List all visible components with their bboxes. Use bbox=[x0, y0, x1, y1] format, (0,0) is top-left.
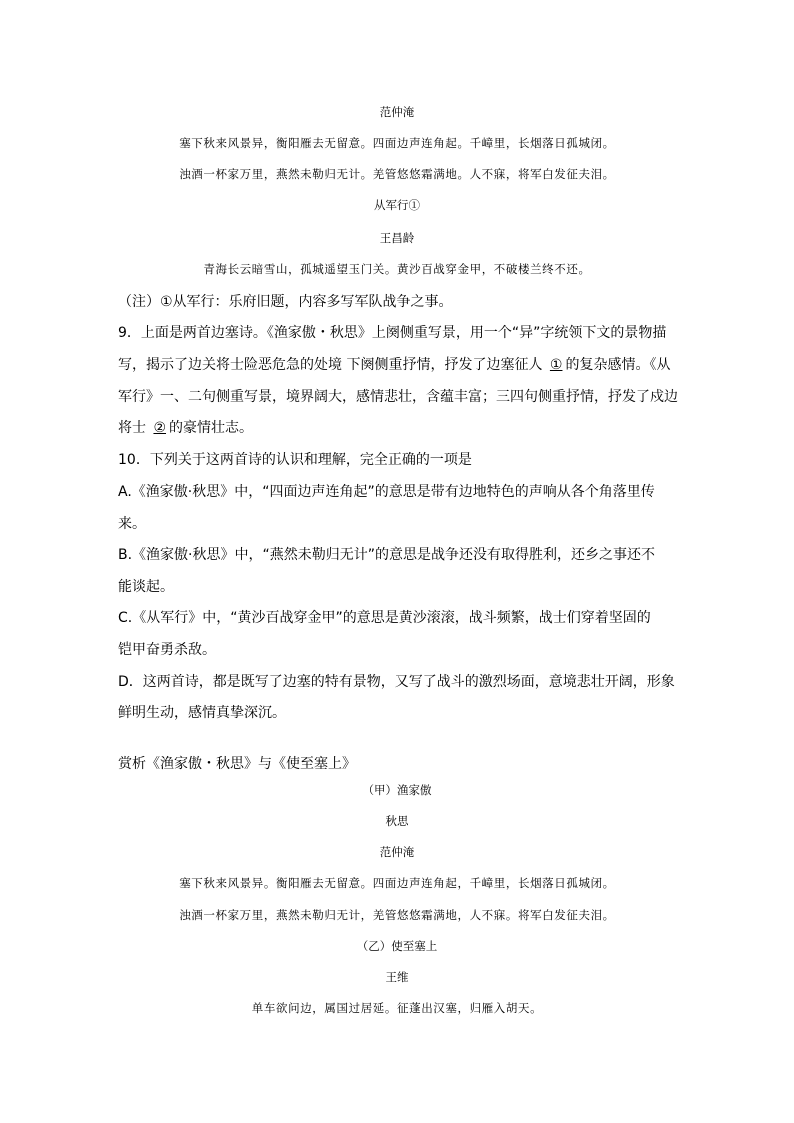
yi-author: 王维 bbox=[385, 970, 409, 984]
q10-option-b-line-1: B.《渔家傲·秋思》中，“燕然未勒归无计”的意思是战争还没有取得胜利，还乡之事还不 bbox=[118, 547, 656, 563]
q9-line-4-text-b: 的豪情壮志。 bbox=[169, 420, 254, 436]
q9-blank-2: ② bbox=[153, 420, 167, 436]
jia-line-2: 浊酒一杯家万里，燕然未勒归无计，羌管悠悠霜满地，人不寐。将军白发征夫泪。 bbox=[179, 908, 615, 922]
q9-line-1: 9．上面是两首边塞诗。《渔家傲・秋思》上阕侧重写景，用一个“异”字统领下文的景物描 bbox=[118, 325, 667, 341]
q9-blank-1: ① bbox=[549, 357, 563, 373]
q10-option-a-line-2: 来。 bbox=[118, 516, 146, 532]
poem2-title: 从军行① bbox=[374, 198, 420, 212]
yi-line-1: 单车欲问边，属国过居延。征蓬出汉塞，归雁入胡天。 bbox=[251, 1001, 543, 1015]
yi-title: （乙）使至塞上 bbox=[356, 939, 438, 953]
q9-line-4-text-a: 将士 bbox=[118, 420, 146, 436]
jia-title: （甲）渔家傲 bbox=[362, 783, 432, 797]
q9-line-2-text-a: 写，揭示了边关将士险恶危急的处境 下阕侧重抒情，抒发了边塞征人 bbox=[118, 357, 543, 373]
poem1-line-1: 塞下秋来风景异，衡阳雁去无留意。四面边声连角起。千嶂里，长烟落日孤城闭。 bbox=[179, 136, 615, 150]
q9-line-3: 军行》一、二句侧重写景，境界阔大，感情悲壮，含蕴丰富；三四句侧重抒情，抒发了戍边 bbox=[118, 389, 678, 405]
jia-line-1: 塞下秋来风景异。衡阳雁去无留意。四面边声连角起，千嶂里，长烟落日孤城闭。 bbox=[179, 876, 615, 890]
poem2-line-1: 青海长云暗雪山，孤城遥望玉门关。黄沙百战穿金甲，不破楼兰终不还。 bbox=[203, 262, 591, 276]
q10-option-d-line-2: 鲜明生动，感情真挚深沉。 bbox=[118, 705, 286, 721]
poem1-line-2: 浊酒一杯家万里，燕然未勒归无计。羌管悠悠霜满地。人不寐，将军白发征夫泪。 bbox=[179, 167, 615, 181]
q9-line-4 bbox=[118, 417, 678, 437]
jia-author: 范仲淹 bbox=[379, 845, 415, 859]
annotation-note: （注）①从军行：乐府旧题，内容多写军队战争之事。 bbox=[118, 294, 453, 310]
q10-option-d-line-1: D．这两首诗，都是既写了边塞的特有景物，又写了战斗的激烈场面，意境悲壮开阔，形象 bbox=[118, 674, 675, 690]
q9-line-2-text-b: 的复杂感情。《从 bbox=[565, 357, 671, 373]
jia-subtitle: 秋思 bbox=[385, 814, 409, 828]
poem1-author: 范仲淹 bbox=[379, 105, 415, 119]
q10-option-c-line-1: C.《从军行》中，“黄沙百战穿金甲”的意思是黄沙滚滚，战斗频繁，战士们穿着坚固的 bbox=[118, 610, 651, 626]
q10-option-c-line-2: 铠甲奋勇杀敌。 bbox=[118, 642, 216, 658]
q10-option-a-line-1: A.《渔家傲·秋思》中，“四面边声连角起”的意思是带有边地特色的声响从各个角落里传 bbox=[118, 484, 655, 500]
poem2-author: 王昌龄 bbox=[379, 231, 415, 245]
q10-stem: 10．下列关于这两首诗的认识和理解，完全正确的一项是 bbox=[118, 452, 472, 468]
q10-option-b-line-2: 能谈起。 bbox=[118, 579, 174, 595]
q9-line-2 bbox=[118, 354, 678, 374]
section-heading: 赏析《渔家傲・秋思》与《使至塞上》 bbox=[118, 756, 356, 772]
